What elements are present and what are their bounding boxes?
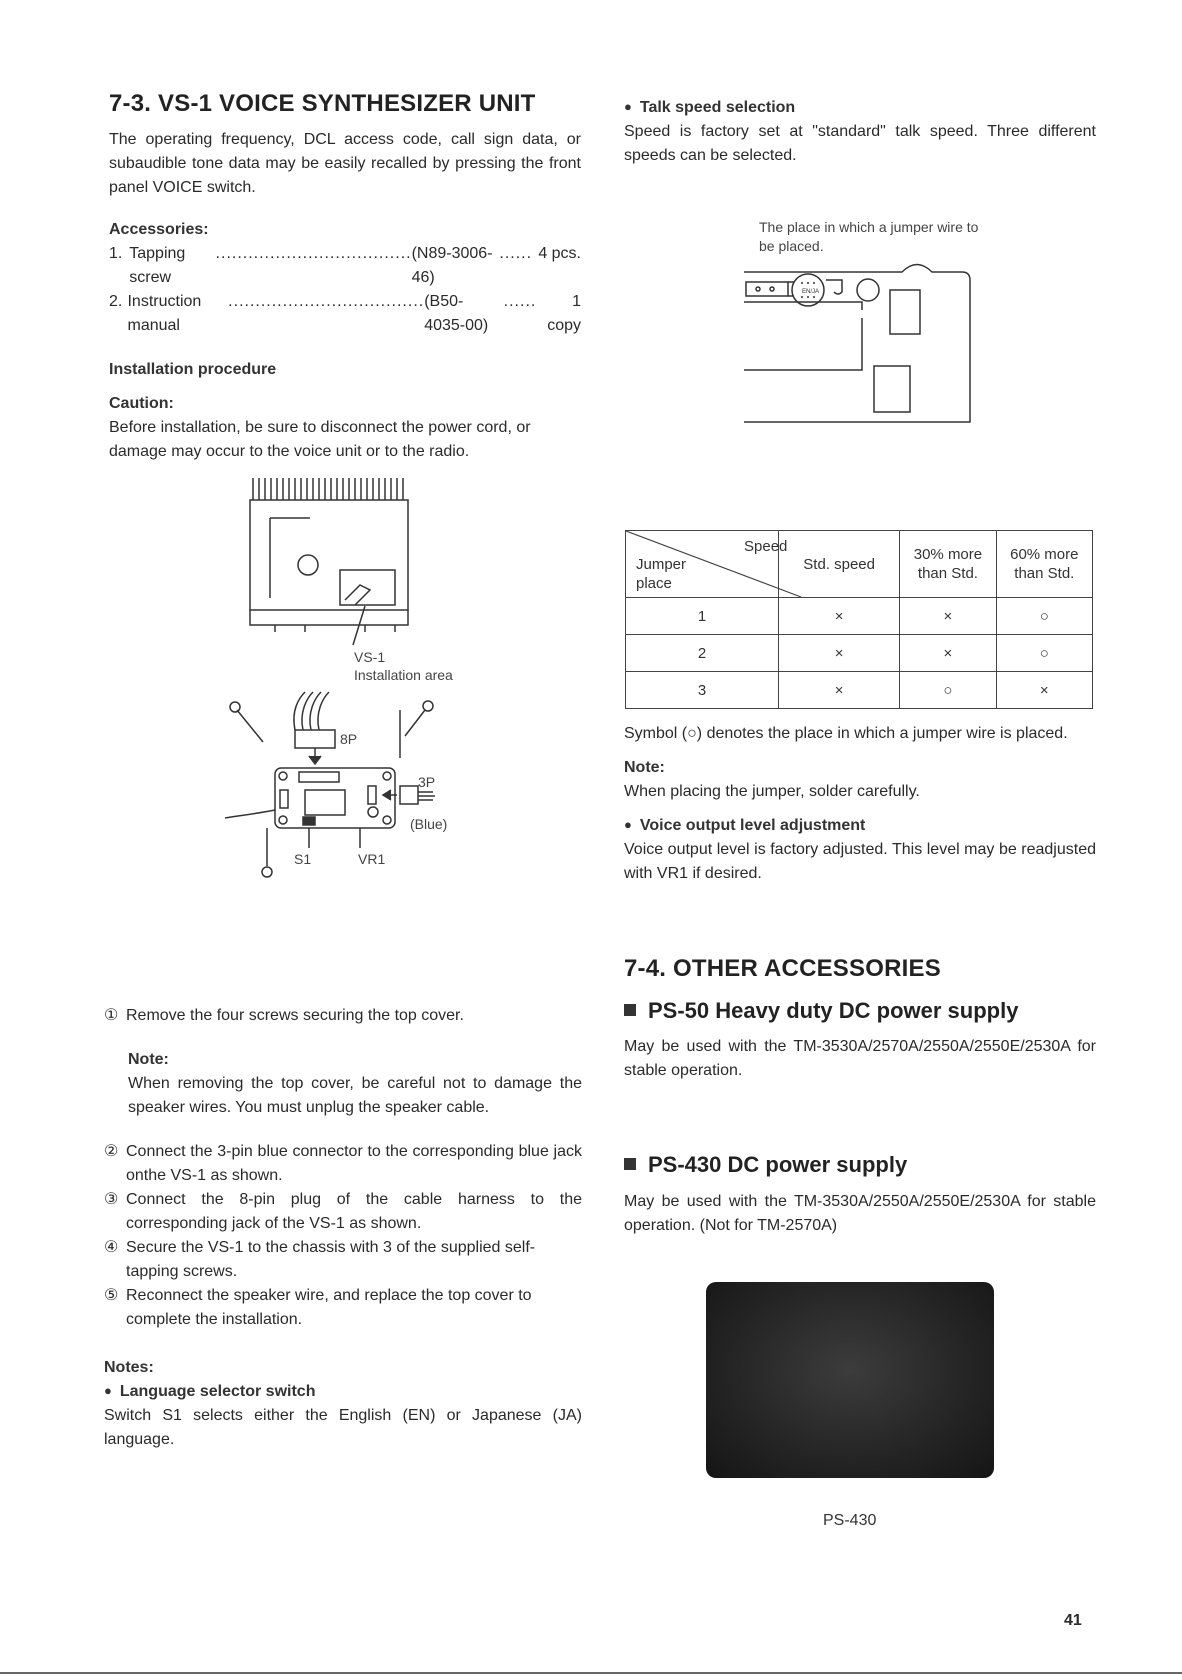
voice-output-label: ● Voice output level adjustment [624, 814, 1096, 838]
jumper-place-cell: 3 [626, 672, 779, 709]
table-cell: × [996, 672, 1092, 709]
table-cell: × [900, 598, 996, 635]
jumper-notes-block [624, 722, 1096, 886]
installation-steps [104, 1004, 582, 1452]
blue-label: (Blue) [410, 816, 448, 832]
vs1-board-illustration [225, 690, 475, 890]
table-cell: ○ [900, 672, 996, 709]
table-cell: × [778, 635, 899, 672]
table-corner-cell [626, 531, 788, 598]
table-row [626, 598, 1093, 635]
ps430-caption: PS-430 [823, 1512, 877, 1529]
accessory-item: 1. Tapping screw .................................... (N89-3006-46) ...... 4 pcs. [109, 245, 581, 286]
step-1-note: Note: When removing the top cover, be careful not to damage the speaker wires. You must unplug the speaker cable. [128, 1051, 582, 1116]
table-row [626, 635, 1093, 672]
talk-speed-block [624, 96, 1096, 168]
accessory-item: 2. Instruction manual .................................... (B50-4035-00) ...... 1 copy [109, 293, 581, 334]
svg-text:EN/JA: EN/JA [802, 289, 820, 295]
jumper-note-text: When placing the jumper, solder carefully. [624, 783, 920, 800]
ps50-text: May be used with the TM-3530A/2570A/2550A/2550E/2530A for stable operation. [624, 1038, 1096, 1079]
table-cell: × [900, 635, 996, 672]
table-cell: × [778, 598, 899, 635]
accessories-label: Accessories: [109, 221, 209, 238]
bottom-rule [0, 1672, 1182, 1674]
notes-label: Notes: [104, 1359, 154, 1376]
jumper-board-diagram [742, 262, 982, 432]
jumper-caption: The place in which a jumper wire to be placed. [759, 219, 979, 254]
step-2: ② Connect the 3-pin blue connector to the corresponding blue jack onthe VS-1 as shown. [104, 1143, 582, 1184]
voice-output-text: Voice output level is factory adjusted. This level may be readjusted with VR1 if desired. [624, 841, 1096, 882]
left-column [109, 92, 581, 464]
step-1: ① Remove the four screws securing the top cover. [104, 1007, 464, 1024]
section-title-7-4: 7-4. OTHER ACCESSORIES [624, 955, 941, 982]
radio-chassis-illustration [245, 470, 425, 680]
ps430-text: May be used with the TM-3530A/2550A/2550E/2530A for stable operation. (Not for TM-2570A) [624, 1193, 1096, 1234]
section-title-7-3: 7-3. VS-1 VOICE SYNTHESIZER UNIT [109, 90, 536, 117]
table-cell: × [778, 672, 899, 709]
ps430-photo [706, 1282, 994, 1478]
language-selector-text: Switch S1 selects either the English (EN) or Japanese (JA) language. [104, 1407, 582, 1448]
vs1-label: VS-1 [354, 649, 386, 665]
page-number: 41 [1064, 1612, 1082, 1629]
connector-8p-label: 8P [340, 731, 358, 747]
table-cell: ○ [996, 598, 1092, 635]
installation-area-label: Installation area [354, 667, 453, 683]
table-row [626, 672, 1093, 709]
step-3: ③ Connect the 8-pin plug of the cable harness to the corresponding jack of the VS-1 as shown. [104, 1191, 582, 1232]
jumper-note-label: Note: [624, 759, 665, 776]
step-4: ④ Secure the VS-1 to the chassis with 3 of the supplied self-tapping screws. [104, 1239, 536, 1280]
caution-text: Before installation, be sure to disconnect the power cord, or damage may occur to the voice unit or to the radio. [109, 419, 531, 460]
vs1-intro: The operating frequency, DCL access code, call sign data, or subaudible tone data may be easily recalled by pressing the front panel VOICE switch. [109, 131, 581, 196]
talk-speed-label: ● Talk speed selection [624, 96, 1096, 120]
language-selector-label: ● Language selector switch [104, 1380, 582, 1404]
jumper-place-cell: 2 [626, 635, 779, 672]
vr1-label: VR1 [358, 851, 386, 867]
corner-jumper-label: Jumper place [636, 556, 687, 592]
column-header: 30% more than Std. [900, 531, 996, 598]
corner-speed-label: Speed [744, 538, 788, 555]
installation-label: Installation procedure [109, 361, 277, 378]
jumper-place-cell: 1 [626, 598, 779, 635]
jumper-speed-table [625, 530, 1093, 709]
column-header: Std. speed [778, 531, 899, 598]
column-header: 60% more than Std. [996, 531, 1092, 598]
caution-label: Caution: [109, 395, 174, 412]
connector-3p-label: 3P [418, 774, 436, 790]
ps430-title: PS-430 DC power supply [624, 1152, 907, 1178]
s1-label: S1 [294, 851, 312, 867]
ps50-title: PS-50 Heavy duty DC power supply [624, 998, 1018, 1024]
table-cell: ○ [996, 635, 1092, 672]
talk-speed-text: Speed is factory set at "standard" talk speed. Three different speeds can be selected. [624, 123, 1096, 164]
symbol-text: Symbol (○) denotes the place in which a jumper wire is placed. [624, 725, 1068, 742]
step-5: ⑤ Reconnect the speaker wire, and replace the top cover to complete the installation. [104, 1287, 532, 1328]
